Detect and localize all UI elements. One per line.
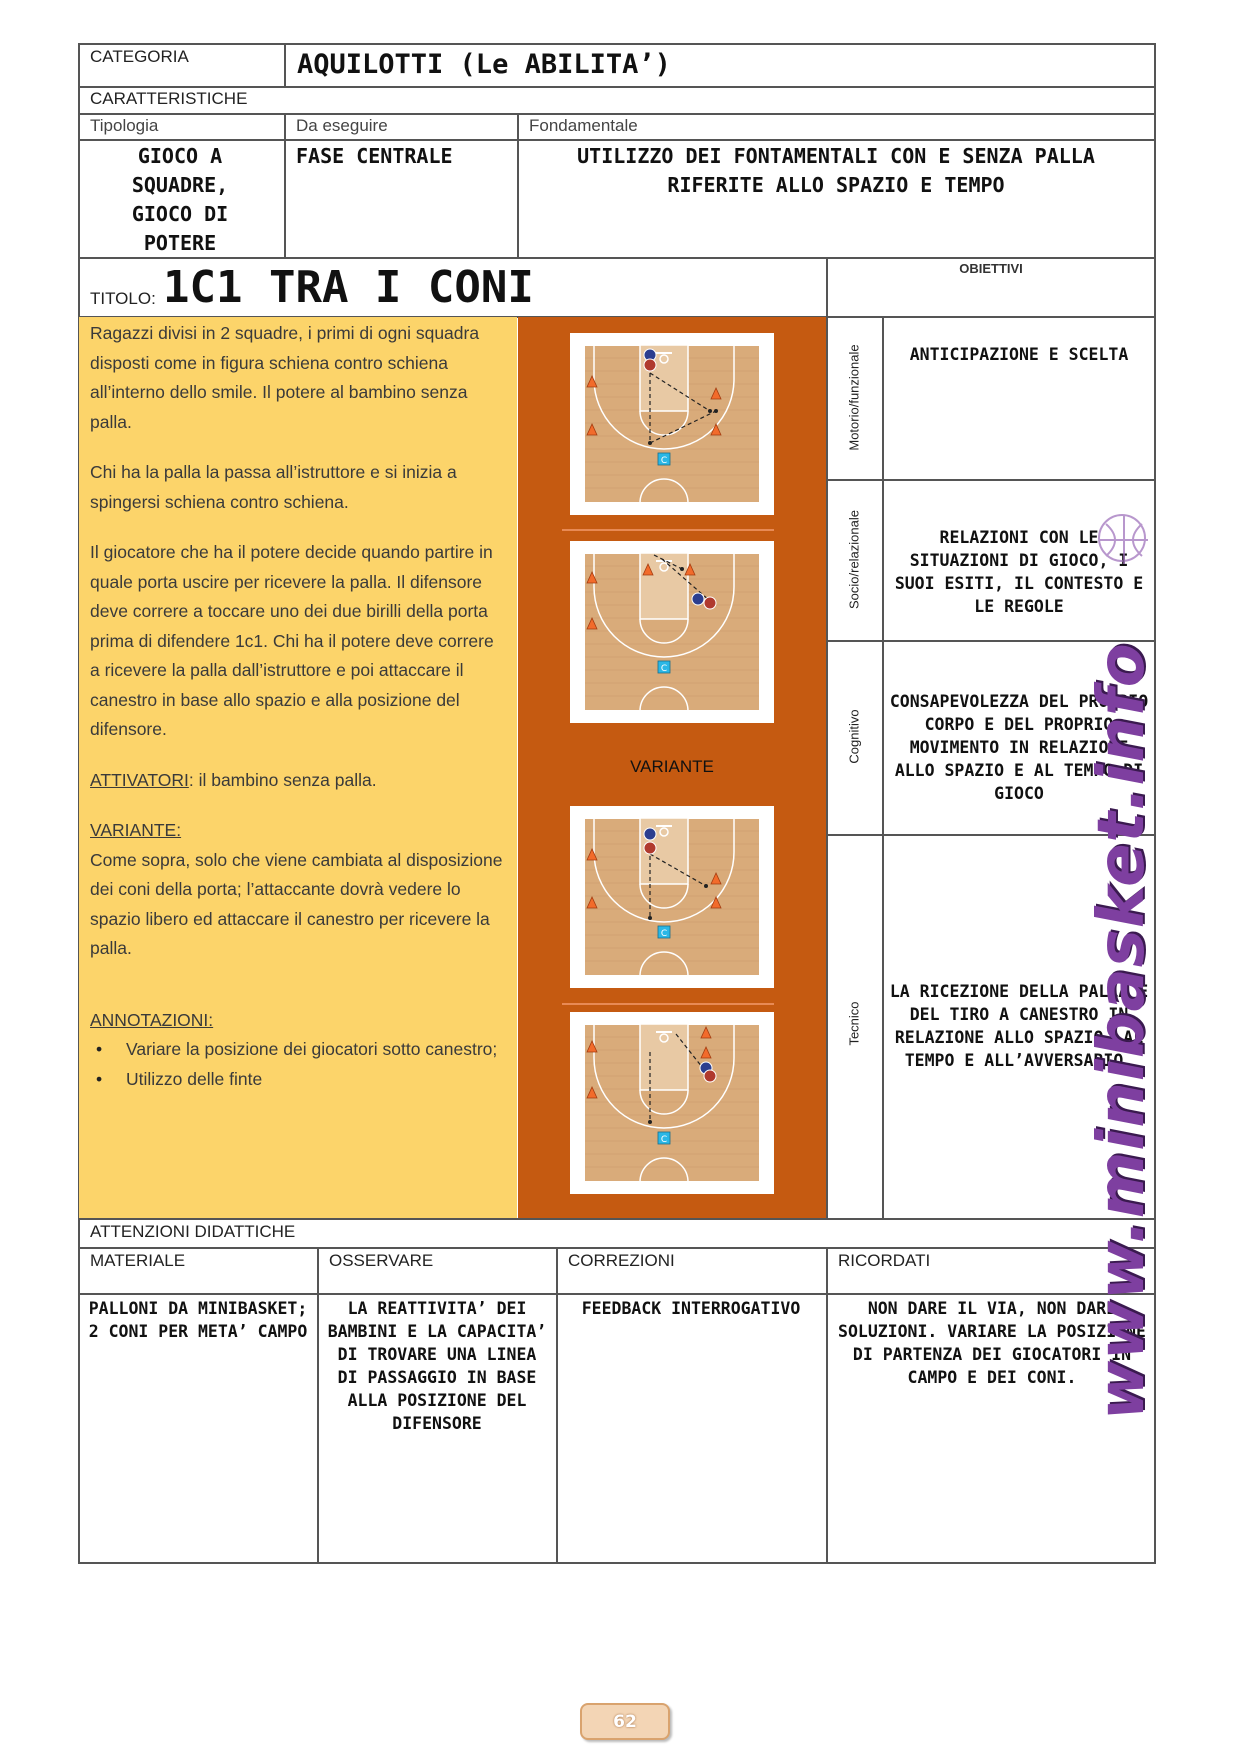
description-panel bbox=[79, 317, 517, 1218]
annotazioni-list bbox=[90, 1035, 508, 1094]
divider bbox=[826, 257, 828, 1219]
court-diagram-1 bbox=[570, 333, 774, 515]
basketball-icon bbox=[1098, 514, 1146, 562]
attivatori bbox=[90, 766, 508, 796]
divider bbox=[562, 529, 774, 531]
column-header: MATERIALE bbox=[90, 1251, 186, 1270]
arrow-head bbox=[714, 409, 718, 413]
divider bbox=[78, 86, 1156, 88]
categoria-label: CATEGORIA bbox=[90, 47, 189, 66]
arrow-head bbox=[648, 916, 652, 920]
objective-category: Socio/relazionale bbox=[846, 510, 862, 610]
court-diagram-2 bbox=[570, 541, 774, 723]
divider bbox=[78, 1293, 1156, 1295]
court-diagram-3 bbox=[570, 806, 774, 988]
description-paragraph: Ragazzi divisi in 2 squadre, i primi di ogni squadra disposti come in figura schiena contro schiena all’interno dello smile. Il potere al bambino senza palla. bbox=[90, 323, 480, 432]
divider bbox=[78, 139, 1156, 141]
court-svg bbox=[570, 333, 774, 515]
attivatori-text: : il bambino senza palla. bbox=[188, 769, 377, 790]
column-header: RICORDATI bbox=[838, 1251, 931, 1270]
variante-caption: VARIANTE bbox=[630, 757, 714, 776]
border-top bbox=[78, 43, 1156, 45]
attenzioni-label: ATTENZIONI DIDATTICHE bbox=[90, 1222, 296, 1241]
coach-label: C bbox=[660, 664, 668, 674]
attivatori-label: ATTIVATORI bbox=[90, 769, 189, 790]
objective-text: CONSAPEVOLEZZA DEL PROPRIO CORPO E DEL PROPRIO MOVIMENTO IN RELAZIONE ALLO SPAZIO E AL TEMPO DI GIOCO bbox=[889, 692, 1149, 803]
defender-icon bbox=[644, 828, 656, 840]
arrow-head bbox=[680, 567, 684, 571]
obiettivi-label: OBIETTIVI bbox=[959, 261, 1023, 276]
objective-text: ANTICIPAZIONE E SCELTA bbox=[909, 345, 1129, 364]
border-bottom bbox=[78, 1562, 1156, 1564]
divider bbox=[826, 479, 1155, 481]
coach-label: C bbox=[660, 1135, 668, 1145]
court-diagram-4 bbox=[570, 1012, 774, 1194]
tipologia-value: GIOCO A SQUADRE, GIOCO DI POTERE bbox=[131, 144, 229, 255]
divider bbox=[78, 1218, 1156, 1220]
list-item: • Utilizzo delle finte bbox=[126, 1065, 508, 1095]
arrow-head bbox=[648, 441, 652, 445]
fondamentale-value: UTILIZZO DEI FONTAMENTALI CON E SENZA PALLA RIFERITE ALLO SPAZIO E TEMPO bbox=[577, 144, 1095, 197]
tipologia-label: Tipologia bbox=[90, 116, 159, 135]
divider bbox=[284, 113, 286, 258]
attacker-icon bbox=[704, 597, 716, 609]
arrow-head bbox=[648, 1120, 652, 1124]
coach-label: C bbox=[660, 456, 668, 466]
court-svg bbox=[570, 806, 774, 988]
divider bbox=[78, 113, 1156, 115]
divider bbox=[317, 1247, 319, 1563]
page-title: 1C1 TRA I CONI bbox=[163, 262, 534, 313]
attacker-icon bbox=[644, 842, 656, 854]
page-number: 62 bbox=[580, 1703, 670, 1740]
objective-category: Tecnico bbox=[846, 1001, 862, 1046]
column-header: CORREZIONI bbox=[568, 1251, 675, 1270]
arrow-head bbox=[704, 884, 708, 888]
divider bbox=[556, 1247, 558, 1563]
arrow-head bbox=[708, 409, 712, 413]
divider bbox=[78, 1247, 1156, 1249]
coach-label: C bbox=[660, 929, 668, 939]
divider bbox=[517, 113, 519, 258]
fondamentale-label: Fondamentale bbox=[529, 116, 638, 135]
court-svg bbox=[570, 1012, 774, 1194]
caratteristiche-label: CARATTERISTICHE bbox=[90, 89, 248, 108]
divider bbox=[284, 43, 286, 87]
variante-label: VARIANTE: bbox=[90, 820, 182, 840]
objective-category: Cognitivo bbox=[846, 709, 862, 764]
objective-text: LA RICEZIONE DELLA PALLA E DEL TIRO A CANESTRO IN RELAZIONE ALLO SPAZIO, AL TEMPO E ALL’AVVERSARIO. bbox=[889, 982, 1149, 1070]
correzioni-value: FEEDBACK INTERROGATIVO bbox=[581, 1299, 801, 1318]
osservare-value: LA REATTIVITA’ DEI BAMBINI E LA CAPACITA’ DI TROVARE UNA LINEA DI PASSAGGIO IN BASE ALLA POSIZIONE DEL DIFENSORE bbox=[327, 1299, 547, 1433]
da-eseguire-value: FASE CENTRALE bbox=[296, 144, 453, 168]
description-paragraph: Chi ha la palla la passa all’istruttore e si inizia a spingersi schiena contro schiena. bbox=[90, 462, 457, 512]
ricordati-value: NON DARE IL VIA, NON DARE SOLUZIONI. VARIARE LA POSIZIONE DI PARTENZA DEI GIOCATORI IN CAMPO E DEI CONI. bbox=[838, 1299, 1146, 1387]
annotazioni-label: ANNOTAZIONI: bbox=[90, 1009, 214, 1030]
attacker-icon bbox=[644, 359, 656, 371]
materiale-value: PALLONI DA MINIBASKET; 2 CONI PER META’ CAMPO bbox=[88, 1299, 308, 1341]
divider bbox=[562, 1003, 774, 1005]
defender-icon bbox=[692, 593, 704, 605]
objective-text: RELAZIONI CON LE SITUAZIONI DI GIOCO, I SUOI ESITI, IL CONTESTO E LE REGOLE bbox=[894, 528, 1144, 616]
da-eseguire-label: Da eseguire bbox=[296, 116, 388, 135]
column-header: OSSERVARE bbox=[329, 1251, 434, 1270]
titolo-label: TITOLO: bbox=[90, 289, 156, 308]
court-svg bbox=[570, 541, 774, 723]
description-paragraph: Il giocatore che ha il potere decide quando partire in quale porta uscire per ricevere la palla. Il difensore deve correre a toccare uno dei due birilli della porta prima di difendere 1c1. Chi ha il potere deve correre a ricevere la palla dall’istruttore e poi attaccare il canestro in base allo spazio e alla posizione del difensore. bbox=[90, 542, 494, 739]
categoria-value: AQUILOTTI (Le ABILITA’) bbox=[297, 49, 671, 80]
watermark-text: www.minibasket.info bbox=[1085, 642, 1159, 1420]
divider bbox=[826, 1247, 828, 1563]
divider bbox=[882, 316, 884, 1219]
attacker-icon bbox=[704, 1070, 716, 1082]
objective-category: Motorio/funzionale bbox=[846, 344, 862, 451]
variante-text: Come sopra, solo che viene cambiata al disposizione dei coni della porta; l’attaccante dovrà vedere lo spazio libero ed attaccare il canestro per ricevere la palla. bbox=[90, 849, 503, 958]
list-item: • Variare la posizione dei giocatori sotto canestro; bbox=[126, 1035, 508, 1065]
